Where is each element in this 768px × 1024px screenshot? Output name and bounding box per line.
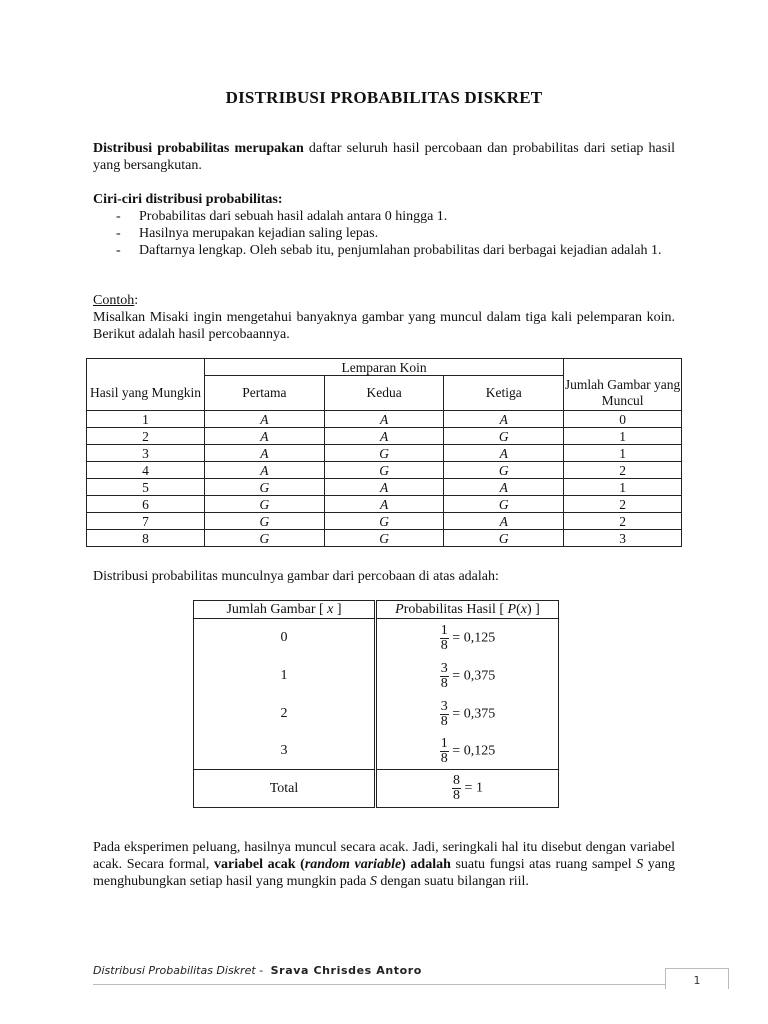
dist-p-cell (376, 733, 559, 770)
page-number: 1 (665, 968, 729, 989)
table-cell: A (204, 462, 324, 479)
table-cell: G (204, 530, 324, 547)
contoh-colon: : (134, 293, 139, 308)
table-cell: A (444, 513, 564, 530)
footer-author: Srava Chrisdes Antoro (270, 964, 422, 977)
table-cell: 4 (87, 462, 205, 479)
distribution-intro: Distribusi probabilitas munculnya gambar dari percobaan di atas adalah: (93, 569, 499, 584)
fraction-numerator: 3 (440, 660, 448, 676)
contoh-section (93, 292, 675, 343)
fraction-denominator: 8 (440, 675, 448, 691)
fraction-numerator: 8 (453, 773, 461, 788)
table-cell: 3 (564, 530, 682, 547)
total-value: = 1 (464, 780, 483, 796)
table-cell: A (444, 479, 564, 496)
bullet-dash: - (116, 243, 121, 258)
intro-bold: Distribusi probabilitas merupakan (93, 141, 304, 156)
probability-value: = 0,375 (452, 668, 496, 683)
list-item-text: Hasilnya merupakan kejadian saling lepas. (139, 226, 379, 241)
closing-symbol: S (369, 874, 377, 889)
table-cell: G (444, 530, 564, 547)
table-cell: 3 (87, 445, 205, 462)
coin-toss-table (86, 358, 682, 547)
table-cell: G (324, 530, 444, 547)
closing-text: Pada eksperimen peluang, hasilnya muncul secara acak. Jadi, seringkali hal itu disebut dengan variabel acak. Secara formal, (93, 840, 675, 872)
table-cell: G (204, 496, 324, 513)
table-row (87, 479, 682, 496)
table-cell: 0 (564, 411, 682, 428)
footer (93, 964, 422, 977)
dist-x-cell: 3 (194, 733, 376, 770)
contoh-label: Contoh (93, 293, 135, 308)
table-cell: A (324, 496, 444, 513)
table-cell: 1 (564, 479, 682, 496)
list-item-text: Probabilitas dari sebuah hasil adalah antara 0 hingga 1. (139, 209, 448, 224)
list-item-text: Daftarnya lengkap. Oleh sebab itu, penjumlahan probabilitas dari berbagai kejadian adalah 1. (139, 243, 662, 258)
table-row (87, 445, 682, 462)
table-cell: 1 (564, 445, 682, 462)
table-cell: A (444, 445, 564, 462)
table-cell: 2 (564, 513, 682, 530)
fraction-numerator: 3 (440, 698, 448, 714)
list-item (93, 208, 675, 225)
fraction-denominator: 8 (440, 750, 448, 766)
intro-rest: daftar seluruh hasil percobaan dan probabilitas dari setiap hasil yang bersangkutan. (93, 141, 675, 173)
table-cell: 7 (87, 513, 205, 530)
dist-x-cell: 1 (194, 657, 376, 695)
probability-value: = 0,125 (452, 630, 496, 645)
table-cell: A (444, 411, 564, 428)
table-row (87, 496, 682, 513)
dist-header-x: Jumlah Gambar [ x ] (194, 601, 376, 619)
closing-text: suatu fungsi atas ruang sampel (450, 857, 637, 872)
closing-text: yang menghubungkan setiap hasil yang mungkin pada (93, 857, 675, 889)
closing-bold: ) adalah (401, 857, 451, 872)
closing-bold-italic: random variable (304, 857, 402, 872)
fraction (440, 700, 449, 729)
table-header-ketiga: Ketiga (444, 376, 564, 411)
list-item (93, 242, 675, 259)
table-group-header: Lemparan Koin (204, 359, 563, 376)
table-header-jumlah: Jumlah Gambar yang Muncul (564, 376, 682, 411)
dist-p-cell (376, 695, 559, 733)
dist-x-cell: 0 (194, 619, 376, 658)
bullet-dash: - (116, 209, 121, 224)
ciri-heading: Ciri-ciri distribusi probabilitas: (93, 192, 283, 207)
closing-text: dengan suatu bilangan riil. (376, 874, 529, 889)
intro-paragraph (93, 140, 675, 174)
contoh-text: Misalkan Misaki ingin mengetahui banyaknya gambar yang muncul dalam tiga kali pelemparan koin. Berikut adalah hasil percobaannya. (93, 310, 675, 342)
fraction-denominator: 8 (440, 713, 448, 729)
table-cell: G (324, 445, 444, 462)
table-cell: G (444, 428, 564, 445)
table-row (87, 462, 682, 479)
fraction-denominator: 8 (440, 637, 448, 653)
table-row (194, 733, 559, 770)
footer-divider (93, 984, 728, 985)
fraction (440, 624, 449, 653)
table-header-kedua: Kedua (324, 376, 444, 411)
table-row (194, 619, 559, 658)
table-cell: G (204, 479, 324, 496)
table-header-pertama: Pertama (204, 376, 324, 411)
table-cell: 6 (87, 496, 205, 513)
table-cell: A (324, 428, 444, 445)
dist-p-cell (376, 657, 559, 695)
table-cell: 2 (87, 428, 205, 445)
dist-x-cell: 2 (194, 695, 376, 733)
total-value-cell (376, 770, 559, 808)
table-row (87, 428, 682, 445)
total-label: Total (194, 770, 376, 808)
closing-symbol: S (636, 857, 644, 872)
table-header-blank (87, 359, 205, 376)
page-title: DISTRIBUSI PROBABILITAS DISKRET (225, 88, 543, 107)
table-row (194, 695, 559, 733)
dist-header-p: Probabilitas Hasil [ P(x) ] (376, 601, 559, 619)
fraction-denominator: 8 (453, 788, 461, 803)
table-header-blank (564, 359, 682, 376)
table-row (87, 530, 682, 547)
fraction (440, 662, 449, 691)
table-cell: 8 (87, 530, 205, 547)
table-header-hasil: Hasil yang Mungkin (87, 376, 205, 411)
dist-p-cell (376, 619, 559, 658)
probability-value: = 0,375 (452, 706, 496, 721)
table-cell: A (204, 411, 324, 428)
fraction-numerator: 1 (440, 735, 448, 751)
table-cell: A (204, 445, 324, 462)
table-cell: G (324, 513, 444, 530)
closing-paragraph (93, 839, 675, 890)
table-cell: A (324, 411, 444, 428)
list-item (93, 225, 675, 242)
distribution-table (193, 600, 559, 808)
probability-value: = 0,125 (452, 743, 496, 758)
closing-bold: variabel acak ( (214, 857, 305, 872)
table-row (87, 411, 682, 428)
ciri-section (93, 191, 675, 259)
fraction (452, 774, 461, 803)
fraction-numerator: 1 (440, 622, 448, 638)
table-cell: 2 (564, 496, 682, 513)
table-row (194, 657, 559, 695)
table-cell: 5 (87, 479, 205, 496)
fraction (440, 737, 449, 766)
table-cell: 2 (564, 462, 682, 479)
table-cell: G (204, 513, 324, 530)
footer-doc-title: Distribusi Probabilitas Diskret (93, 964, 256, 977)
footer-separator: - (259, 964, 264, 977)
table-cell: 1 (87, 411, 205, 428)
table-cell: G (324, 462, 444, 479)
bullet-dash: - (116, 226, 121, 241)
table-cell: A (324, 479, 444, 496)
table-row (87, 513, 682, 530)
table-cell: G (444, 462, 564, 479)
table-cell: A (204, 428, 324, 445)
table-cell: 1 (564, 428, 682, 445)
table-row-total (194, 770, 559, 808)
table-cell: G (444, 496, 564, 513)
